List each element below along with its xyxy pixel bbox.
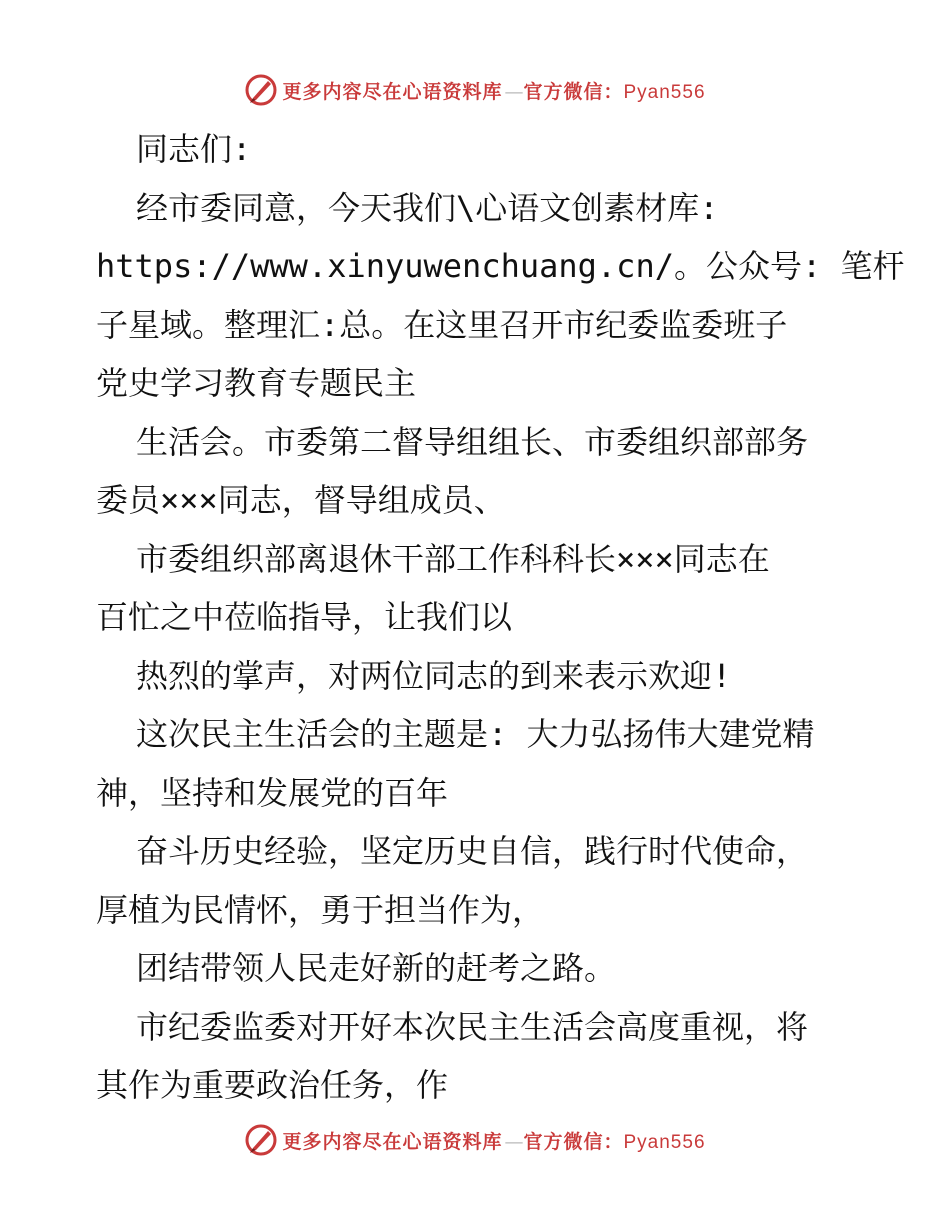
- body-line: 其作为重要政治任务，作: [96, 1066, 449, 1104]
- document-body: [96, 120, 905, 1115]
- quill-circle-icon: [244, 73, 278, 107]
- header-banner-main: 更多内容尽在心语资料库: [282, 80, 503, 103]
- footer-banner-dash: —: [504, 1130, 522, 1153]
- body-line: 热烈的掌声，对两位同志的到来表示欢迎!: [136, 656, 732, 695]
- body-line: 同志们:: [136, 130, 252, 168]
- quill-circle-icon: [244, 1123, 278, 1157]
- footer-banner-main: 更多内容尽在心语资料库: [282, 1130, 503, 1153]
- body-line: 市纪委监委对开好本次民主生活会高度重视，将: [136, 1007, 809, 1046]
- body-line: 子星域。整理汇:总。在这里召开市纪委监委班子: [96, 305, 788, 344]
- body-line: 市委组织部离退休干部工作科科长×××同志在: [136, 539, 770, 578]
- header-banner-text: [282, 77, 705, 104]
- body-line: 团结带领人民走好新的赶考之路。: [136, 949, 617, 987]
- footer-banner-wechat: 官方微信：: [523, 1130, 624, 1153]
- body-line: 党史学习教育专题民主: [96, 364, 417, 402]
- body-line: https://www.xinyuwenchuang.cn/。公众号: 笔杆: [96, 247, 905, 285]
- footer-banner-text: [282, 1127, 705, 1154]
- header-banner-wechat: 官方微信：: [523, 80, 624, 103]
- header-banner-dash: —: [504, 80, 522, 103]
- body-line: 委员×××同志，督导组成员、: [96, 481, 506, 519]
- footer-banner-handle: Pyan556: [623, 1131, 706, 1153]
- footer-banner: [0, 1120, 950, 1160]
- header-banner: [0, 70, 950, 110]
- body-line: 奋斗历史经验，坚定历史自信，践行时代使命，: [136, 832, 809, 870]
- body-line: 神，坚持和发展党的百年: [96, 773, 449, 812]
- body-line: 这次民主生活会的主题是: 大力弘扬伟大建党精: [136, 715, 815, 753]
- header-banner-handle: Pyan556: [623, 81, 706, 103]
- body-line: 厚植为民情怀，勇于担当作为，: [96, 890, 545, 929]
- body-line: 经市委同意，今天我们\心语文创素材库:: [136, 188, 719, 227]
- body-line: 生活会。市委第二督导组组长、市委组织部部务: [136, 422, 809, 461]
- body-line: 百忙之中莅临指导，让我们以: [96, 598, 513, 636]
